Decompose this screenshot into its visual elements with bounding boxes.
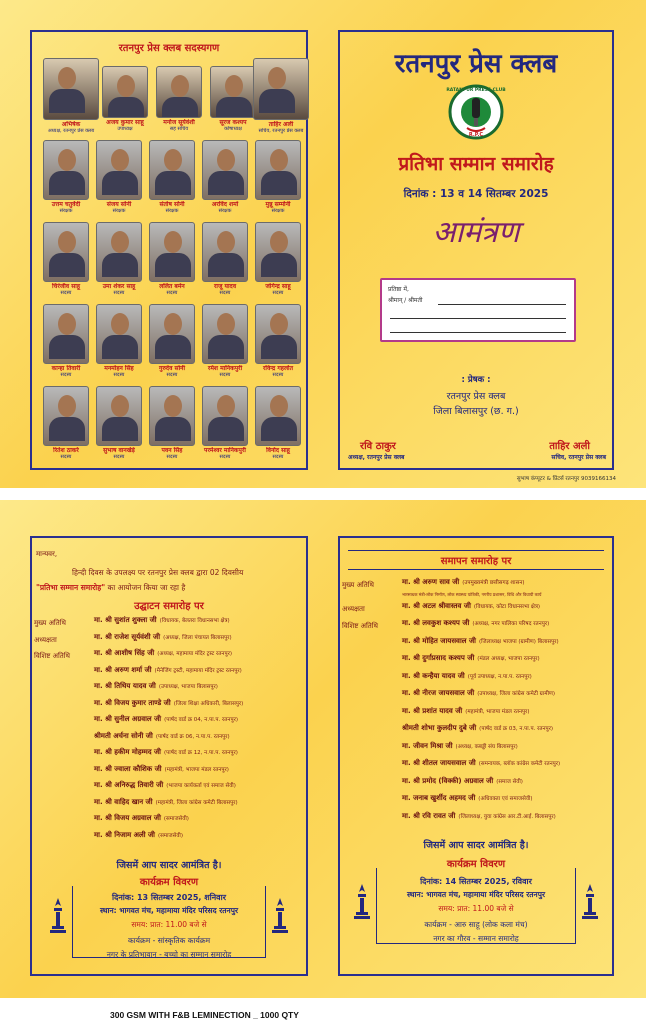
photo-head	[111, 395, 129, 417]
photo-body	[162, 97, 198, 118]
guest-name: मा. श्री अनिरुद्ध तिवारी जी	[94, 781, 164, 789]
photo-head	[164, 395, 182, 417]
program-honor: नगर के प्रतिभावान - बच्चो का सम्मान समारोह	[106, 950, 232, 959]
guest-entry	[402, 777, 523, 786]
guest-name: मा. श्री हकीम मोहम्मद जी	[94, 748, 161, 756]
member-card	[254, 140, 302, 214]
member-role: संरक्षक	[271, 208, 285, 214]
guest-role-label: मुख्य अतिथि	[342, 581, 375, 589]
guest-name: मा. श्री अरुण साव जी	[402, 578, 460, 586]
photo-head	[58, 67, 76, 89]
guest-name: मा. श्री सुनील अग्रवाल जी	[94, 715, 162, 723]
guest-designation: (मैनेजिंग ट्रस्टी, महामाया मंदिर ट्रस्ट रतनपुर)	[154, 667, 242, 674]
photo-body	[216, 97, 252, 118]
member-name: गुरुदेव सोनी	[158, 365, 186, 372]
guest-name: मा. श्री प्रशांत यादव जी	[402, 706, 463, 715]
member-name: ललित बर्मन	[159, 283, 185, 290]
address-line[interactable]	[390, 332, 566, 333]
guest-designation: (पार्षद वार्ड क्र 06, न.पा.प. रतनपुर)	[155, 733, 230, 740]
program-date: दिनांक: 14 सितम्बर 2025, रविवार	[420, 877, 532, 886]
closing-panel	[338, 536, 614, 976]
member-card	[95, 304, 143, 378]
sign-left-role: अध्यक्ष, रतनपुर प्रेस क्लब	[348, 454, 405, 461]
leader-card	[40, 58, 102, 134]
guest-name: मा. श्री ज्वाला कौशिक जी	[94, 764, 162, 773]
leader-card	[250, 58, 312, 134]
guest-entry	[402, 654, 540, 663]
member-photo	[156, 66, 202, 118]
guest-entry	[94, 765, 229, 774]
logo-text-bottom: R.P.C	[468, 132, 484, 138]
member-name: संतोष सोनी	[159, 201, 185, 208]
member-card	[201, 140, 249, 214]
member-photo	[96, 222, 142, 282]
lamp-ornament-icon	[272, 898, 288, 934]
print-spec-footer: 300 GSM WITH F&B LEMINECTION _ 1000 QTY	[110, 1010, 299, 1020]
inauguration-heading: उद्घाटन समारोह पर	[134, 601, 204, 612]
guest-entry	[402, 672, 532, 681]
photo-body	[49, 417, 85, 441]
guest-designation: (समाज सेवी)	[496, 778, 523, 785]
event-title: प्रतिभा सम्मान समारोह	[398, 153, 554, 175]
guest-designation: (अधिवक्ता एवं समाजसेवी)	[478, 796, 533, 802]
logo-text-top: RATANPUR PRESS CLUB	[446, 88, 506, 93]
member-photo	[43, 58, 99, 120]
photo-body	[208, 171, 244, 195]
intro-line-2	[36, 583, 185, 593]
guest-role-label: अध्यक्षता	[342, 604, 365, 613]
guest-entry	[402, 637, 559, 646]
address-line[interactable]	[390, 318, 566, 319]
member-role: उपाध्यक्ष	[117, 126, 133, 132]
member-role: संरक्षक	[218, 208, 232, 214]
leader-card	[94, 66, 156, 132]
guest-entry	[402, 578, 525, 587]
photo-head	[164, 149, 182, 171]
guest-name: मा. श्री राजेश सूर्यवंशी जी	[94, 632, 161, 641]
photo-body	[208, 335, 244, 359]
inauguration-panel	[30, 536, 308, 976]
guest-designation: (पार्षद वार्ड क्र 03, न.पा.प. रतनपुर)	[479, 726, 554, 732]
member-name: पवन सिंह	[161, 447, 183, 454]
guest-entry	[94, 616, 230, 625]
guest-designation: (महामंत्री, जिला कांग्रेस कमेटी बिलासपुर)	[155, 799, 238, 806]
printer-credit: सुभाष कंप्यूटर & प्रिंटर्स रतनपुर 9039166134	[516, 476, 616, 482]
member-role: सदस्य	[219, 290, 231, 296]
photo-body	[155, 253, 191, 277]
guest-entry	[402, 602, 540, 611]
guest-entry	[94, 798, 238, 807]
member-name: ताहिर अली	[268, 121, 294, 128]
member-role: सदस्य	[272, 372, 284, 378]
guest-role-label: विशिष्ट अतिथि	[34, 652, 71, 660]
guest-name: मा. जीवन मिश्रा जी	[402, 741, 453, 750]
photo-body	[102, 171, 138, 195]
member-name: संजय सोनी	[106, 201, 132, 208]
member-name: मनमोहन सिंह	[104, 365, 134, 372]
photo-body	[261, 253, 297, 277]
member-card	[254, 386, 302, 460]
member-name: कान्हा तिवारी	[51, 365, 81, 372]
member-role: सदस्य	[113, 290, 125, 296]
photo-body	[49, 171, 85, 195]
member-card	[254, 304, 302, 378]
front-sheet	[0, 0, 646, 488]
sign-right-name: ताहिर अली	[549, 441, 590, 452]
card-line-1: प्रतिष्ठा में,	[388, 286, 409, 293]
guest-name: मा. श्री कन्हैया यादव जी	[402, 671, 465, 680]
member-photo	[202, 386, 248, 446]
guest-name: मा. जनाब खुर्शीद अहमद जी	[402, 794, 476, 802]
member-card	[42, 304, 90, 378]
photo-head	[270, 313, 288, 335]
guest-entry	[94, 682, 218, 691]
member-name: मुन्नू सम्मोनी	[265, 201, 291, 208]
guest-name: श्रीमती शोभा कुलदीप दुबे जी	[402, 724, 477, 732]
guest-designation: (जिलाध्यक्ष भाजपा (ग्रामीण) बिलासपुर)	[478, 638, 559, 645]
photo-body	[49, 335, 85, 359]
lamp-ornament-icon	[582, 884, 598, 920]
guest-entry	[94, 831, 183, 840]
intro-line-1: हिन्दी दिवस के उपलक्ष्य पर रतनपुर प्रेस क्लब द्वारा 02 दिवसीय	[72, 568, 244, 577]
member-name: अजय कुमार साहू	[106, 119, 144, 126]
member-photo	[255, 304, 301, 364]
member-role: सदस्य	[219, 372, 231, 378]
guest-name: मा. श्री वाहिद खान जी	[94, 797, 153, 806]
member-role: सदस्य	[272, 290, 284, 296]
guest-role-label: विशिष्ट अतिथि	[342, 622, 379, 630]
photo-head	[225, 75, 243, 97]
program-heading: कार्यक्रम विवरण	[139, 877, 199, 888]
guest-entry	[94, 666, 242, 675]
member-role: संरक्षक	[112, 208, 126, 214]
program-activity: कार्यक्रम - सांस्कृतिक कार्यक्रम	[127, 936, 211, 945]
program-date: दिनांक: 13 सितम्बर 2025, शनिवार	[112, 893, 226, 902]
member-photo	[202, 140, 248, 200]
member-card	[95, 140, 143, 214]
member-role: सह सचिव	[169, 126, 189, 132]
closing-heading: समापन समारोह पर	[440, 556, 512, 567]
guest-designation: (अध्यक्ष, जिला पंचायत बिलासपुर)	[163, 634, 232, 641]
guest-entry	[94, 649, 232, 658]
guest-role-label: मुख्य अतिथि	[34, 619, 67, 627]
member-photo	[96, 304, 142, 364]
member-role: सचिव, रतनपुर प्रेस क्लब	[258, 128, 304, 134]
photo-head	[270, 149, 288, 171]
photo-body	[155, 335, 191, 359]
sender-name: रतनपुर प्रेस क्लब	[446, 391, 506, 402]
guest-entry	[402, 689, 555, 698]
program-heading: कार्यक्रम विवरण	[446, 859, 506, 870]
program-time: समय: प्रात: 11.00 बजे से	[438, 904, 514, 913]
member-card	[42, 386, 90, 460]
sign-right-role: सचिव, रतनपुर प्रेस क्लब	[551, 454, 606, 461]
guest-designation: (उपाध्यक्ष, भाजपा बिलासपुर)	[158, 684, 218, 690]
photo-body	[261, 417, 297, 441]
guest-entry	[402, 812, 556, 821]
event-dates: दिनांक : 13 व 14 सितम्बर 2025	[403, 188, 549, 200]
member-role: सदस्य	[219, 454, 231, 460]
lamp-ornament-icon	[50, 898, 66, 934]
cover-panel	[338, 30, 614, 470]
guest-name: मा. श्री मोहित जायसवाल जी	[402, 636, 476, 645]
guest-entry	[94, 732, 230, 741]
guest-designation: (समाजसेवी)	[157, 832, 183, 839]
member-photo	[149, 222, 195, 282]
photo-body	[261, 335, 297, 359]
guest-entry	[402, 742, 518, 751]
photo-body	[155, 171, 191, 195]
leader-card	[148, 66, 210, 132]
member-role: अध्यक्ष, रतनपुर प्रेस क्लब	[47, 128, 95, 134]
member-role: सदस्य	[60, 372, 72, 378]
member-card	[254, 222, 302, 296]
guest-entry	[94, 748, 238, 757]
guest-designation: (जिलाध्यक्ष, युवा कांग्रेस आर.टी.आई. बिलासपुर)	[458, 813, 556, 820]
guest-name: मा. श्री आशीष सिंह जी	[94, 649, 155, 657]
member-role: संरक्षक	[59, 208, 73, 214]
photo-head	[111, 313, 129, 335]
member-role: सदस्य	[166, 372, 178, 378]
member-name: मनोज सूर्यवंशी	[163, 119, 195, 126]
lamp-ornament-icon	[354, 884, 370, 920]
member-photo	[43, 304, 89, 364]
photo-body	[108, 97, 144, 118]
intro-rest: का आयोजन किया जा रहा है	[107, 583, 186, 592]
address-line[interactable]	[438, 304, 566, 305]
photo-head	[58, 149, 76, 171]
sender-label: : प्रेषक :	[461, 375, 491, 385]
guest-entry	[94, 699, 243, 708]
member-name: सूरज कश्यप	[219, 119, 247, 126]
guest-name: मा. श्री विजय कुमार ताण्डे जी	[94, 698, 171, 707]
guest-entry	[402, 619, 549, 628]
photo-body	[49, 253, 85, 277]
member-name: चिरंजीव साहू	[51, 283, 81, 290]
member-name: अभिषेक	[61, 121, 81, 128]
photo-body	[259, 89, 295, 113]
member-card	[201, 222, 249, 296]
guest-name: मा. श्री निजाम अली जी	[94, 830, 155, 839]
photo-head	[111, 231, 129, 253]
guest-designation: (महामंत्री, भाजपा मंडल रतनपुर)	[164, 766, 229, 773]
intro-quote: "प्रतिभा सम्मान समारोह"	[36, 583, 106, 592]
member-photo	[96, 386, 142, 446]
photo-head	[270, 395, 288, 417]
member-card	[148, 304, 196, 378]
member-role: सदस्य	[113, 454, 125, 460]
guest-designation: (जिला शिक्षा अधिकारी, बिलासपुर)	[173, 700, 244, 707]
members-heading: रतनपुर प्रेस क्लब सदस्यगण	[118, 43, 220, 54]
member-name: रमेश मानिकपुरी	[207, 365, 243, 372]
guest-name: मा. श्री अरुण शर्मा जी	[94, 665, 152, 674]
member-role: सदस्य	[272, 454, 284, 460]
member-card	[95, 386, 143, 460]
guest-entry	[402, 759, 560, 768]
member-role: सदस्य	[113, 372, 125, 378]
guest-name: श्रीमती अर्चना सोनी जी	[94, 731, 153, 740]
member-card	[201, 304, 249, 378]
member-photo	[149, 304, 195, 364]
guest-designation: (अध्यक्ष, महामाया मंदिर ट्रस्ट रतनपुर)	[157, 651, 232, 657]
program-honor: नगर का गौरव - सम्मान समारोह	[433, 934, 519, 943]
member-photo	[43, 140, 89, 200]
member-name: जोगेन्द्र साहू	[265, 283, 291, 290]
photo-head	[164, 231, 182, 253]
member-card	[42, 140, 90, 214]
guest-subtitle: भारसाधक मंत्री-लोक निर्माण, लोक स्वास्थ्य यांत्रिकी, नगरीय प्रशासन, विधि और विधायी कार्य	[402, 591, 542, 597]
guest-designation: (अध्यक्ष, नगर पालिका परिषद रतनपुर)	[472, 621, 550, 627]
photo-head	[117, 75, 135, 97]
guest-designation: (विधायक, कोटा विधानसभा क्षेत्र)	[473, 603, 541, 610]
photo-body	[102, 335, 138, 359]
member-name: उमा शंकर साहू	[102, 283, 136, 290]
photo-head	[270, 231, 288, 253]
guest-entry	[402, 707, 530, 716]
member-role: सदस्य	[60, 290, 72, 296]
member-name: रविन्द्र गहलोत	[262, 365, 294, 372]
photo-head	[171, 75, 189, 97]
member-photo	[255, 222, 301, 282]
photo-body	[155, 417, 191, 441]
photo-head	[268, 67, 286, 89]
guest-name: मा. श्री शीतल जायसवाल जी	[402, 759, 476, 767]
guest-designation: (अध्यक्ष, कबड्डी संघ बिलासपुर)	[455, 743, 518, 750]
program-activity: कार्यक्रम - आरु साहू (लोक कला मंच)	[424, 920, 528, 929]
member-role: कोषाध्यक्ष	[224, 126, 242, 132]
member-photo	[255, 386, 301, 446]
guest-name: मा. श्री सुशांत शुक्ला जी	[94, 616, 157, 624]
greeting: मान्यवर,	[36, 550, 58, 558]
member-name: अरविंद शर्मा	[211, 201, 239, 208]
photo-head	[217, 149, 235, 171]
photo-head	[58, 395, 76, 417]
member-name: राजू यादव	[213, 283, 237, 290]
guest-designation: (समाजसेवी)	[163, 816, 189, 822]
member-role: संरक्षक	[165, 208, 179, 214]
guest-designation: (विधायक, बेलतरा विधानसभा क्षेत्र)	[159, 618, 230, 624]
guest-name: मा. श्री नीरज जायसवाल जी	[402, 689, 475, 697]
inside-sheet	[0, 500, 646, 998]
photo-head	[217, 231, 235, 253]
invite-line: जिसमें आप सादर आमंत्रित है।	[423, 840, 529, 851]
member-photo	[43, 222, 89, 282]
guest-entry	[402, 724, 553, 733]
sender-district: जिला बिलासपुर (छ. ग.)	[433, 406, 519, 417]
card-line-2: श्रीमान् / श्रीमती	[388, 297, 423, 304]
guest-name: मा. श्री लवकुश कश्यप जी	[402, 619, 470, 627]
photo-head	[111, 149, 129, 171]
photo-body	[49, 89, 85, 113]
photo-body	[102, 253, 138, 277]
guest-entry	[402, 794, 532, 803]
member-card	[148, 140, 196, 214]
program-time: समय: प्रात: 11.00 बजे से	[131, 920, 207, 929]
member-photo	[96, 140, 142, 200]
guest-designation: (महामंत्री, भाजपा मंडल रतनपुर)	[465, 708, 530, 715]
invite-line: जिसमें आप सादर आमंत्रित है।	[116, 860, 222, 871]
guest-designation: (पूर्व उपाध्यक्ष, न.पा.प. रतनपुर)	[467, 673, 532, 680]
member-photo	[43, 386, 89, 446]
member-card	[201, 386, 249, 460]
sign-left-name: रवि ठाकुर	[360, 441, 396, 452]
member-role: सदस्य	[166, 290, 178, 296]
member-name: रितेश ठाकरे	[53, 447, 79, 454]
photo-body	[261, 171, 297, 195]
member-card	[148, 222, 196, 296]
photo-head	[217, 395, 235, 417]
guest-name: मा. श्री दुर्गाप्रसाद कश्यप जी	[402, 654, 475, 662]
member-name: विनोद साहू	[266, 447, 290, 454]
guest-entry	[94, 715, 238, 724]
member-card	[95, 222, 143, 296]
member-name: सुभाष वानखेड़े	[103, 447, 135, 454]
guest-name: मा. श्री तिथिय यादव जी	[94, 682, 156, 690]
photo-head	[217, 313, 235, 335]
photo-body	[208, 417, 244, 441]
member-photo	[149, 140, 195, 200]
member-card	[148, 386, 196, 460]
program-venue: स्थान: भागवत मंच, महामाया मंदिर परिसद रतनपुर	[99, 906, 239, 915]
guest-name: मा. श्री प्रमोद (विक्की) अग्रवाल जी	[402, 776, 494, 785]
guest-name: मा. श्री विजय अग्रवाल जी	[94, 814, 161, 822]
members-panel	[30, 30, 308, 470]
member-card	[42, 222, 90, 296]
member-photo	[255, 140, 301, 200]
guest-entry	[94, 781, 236, 790]
member-photo	[253, 58, 309, 120]
guest-name: मा. श्री रवि रावत जी	[402, 811, 456, 820]
guest-entry	[94, 814, 189, 823]
guest-designation: (मंडल अध्यक्ष, भाजपा रतनपुर)	[477, 656, 540, 662]
photo-body	[208, 253, 244, 277]
guest-designation: (समन्वयक, ब्लॉक कांग्रेस कमेटी रतनपुर)	[478, 761, 561, 767]
member-role: सदस्य	[60, 454, 72, 460]
guest-designation: (पार्षद वार्ड क्र 12, न.पा.प. रतनपुर)	[164, 750, 238, 756]
guest-designation: (भाजपा कार्यकर्ता एवं समाज सेवी)	[166, 783, 236, 789]
invitation-word: आमंत्रण	[432, 215, 520, 250]
guest-role-label: अध्यक्षता	[34, 635, 57, 644]
photo-head	[58, 313, 76, 335]
program-venue: स्थान: भागवत मंच, महामाया मंदिर परिसद रतनपुर	[406, 890, 546, 899]
photo-head	[58, 231, 76, 253]
member-name: उत्तम चतुर्वेदी	[51, 201, 81, 208]
member-name: परमेश्वर मानिकपुरी	[204, 447, 246, 454]
guest-designation: (उपमुख्यमंत्री छत्तीसगढ़ शासन)	[462, 580, 525, 586]
photo-body	[102, 417, 138, 441]
member-photo	[202, 304, 248, 364]
guest-designation: (उपाध्यक्ष, जिला कांग्रेस कमेटी ग्रामीण)	[477, 691, 556, 697]
member-photo	[149, 386, 195, 446]
address-card	[380, 278, 576, 342]
member-photo	[102, 66, 148, 118]
club-title: रतनपुर प्रेस क्लब	[394, 49, 558, 79]
photo-head	[164, 313, 182, 335]
member-role: सदस्य	[166, 454, 178, 460]
member-photo	[202, 222, 248, 282]
guest-entry	[94, 633, 232, 642]
guest-designation: (पार्षद वार्ड क्र 04, न.पा.प. रतनपुर)	[164, 717, 238, 723]
guest-name: मा. श्री अटल श्रीवास्तव जी	[402, 601, 471, 610]
